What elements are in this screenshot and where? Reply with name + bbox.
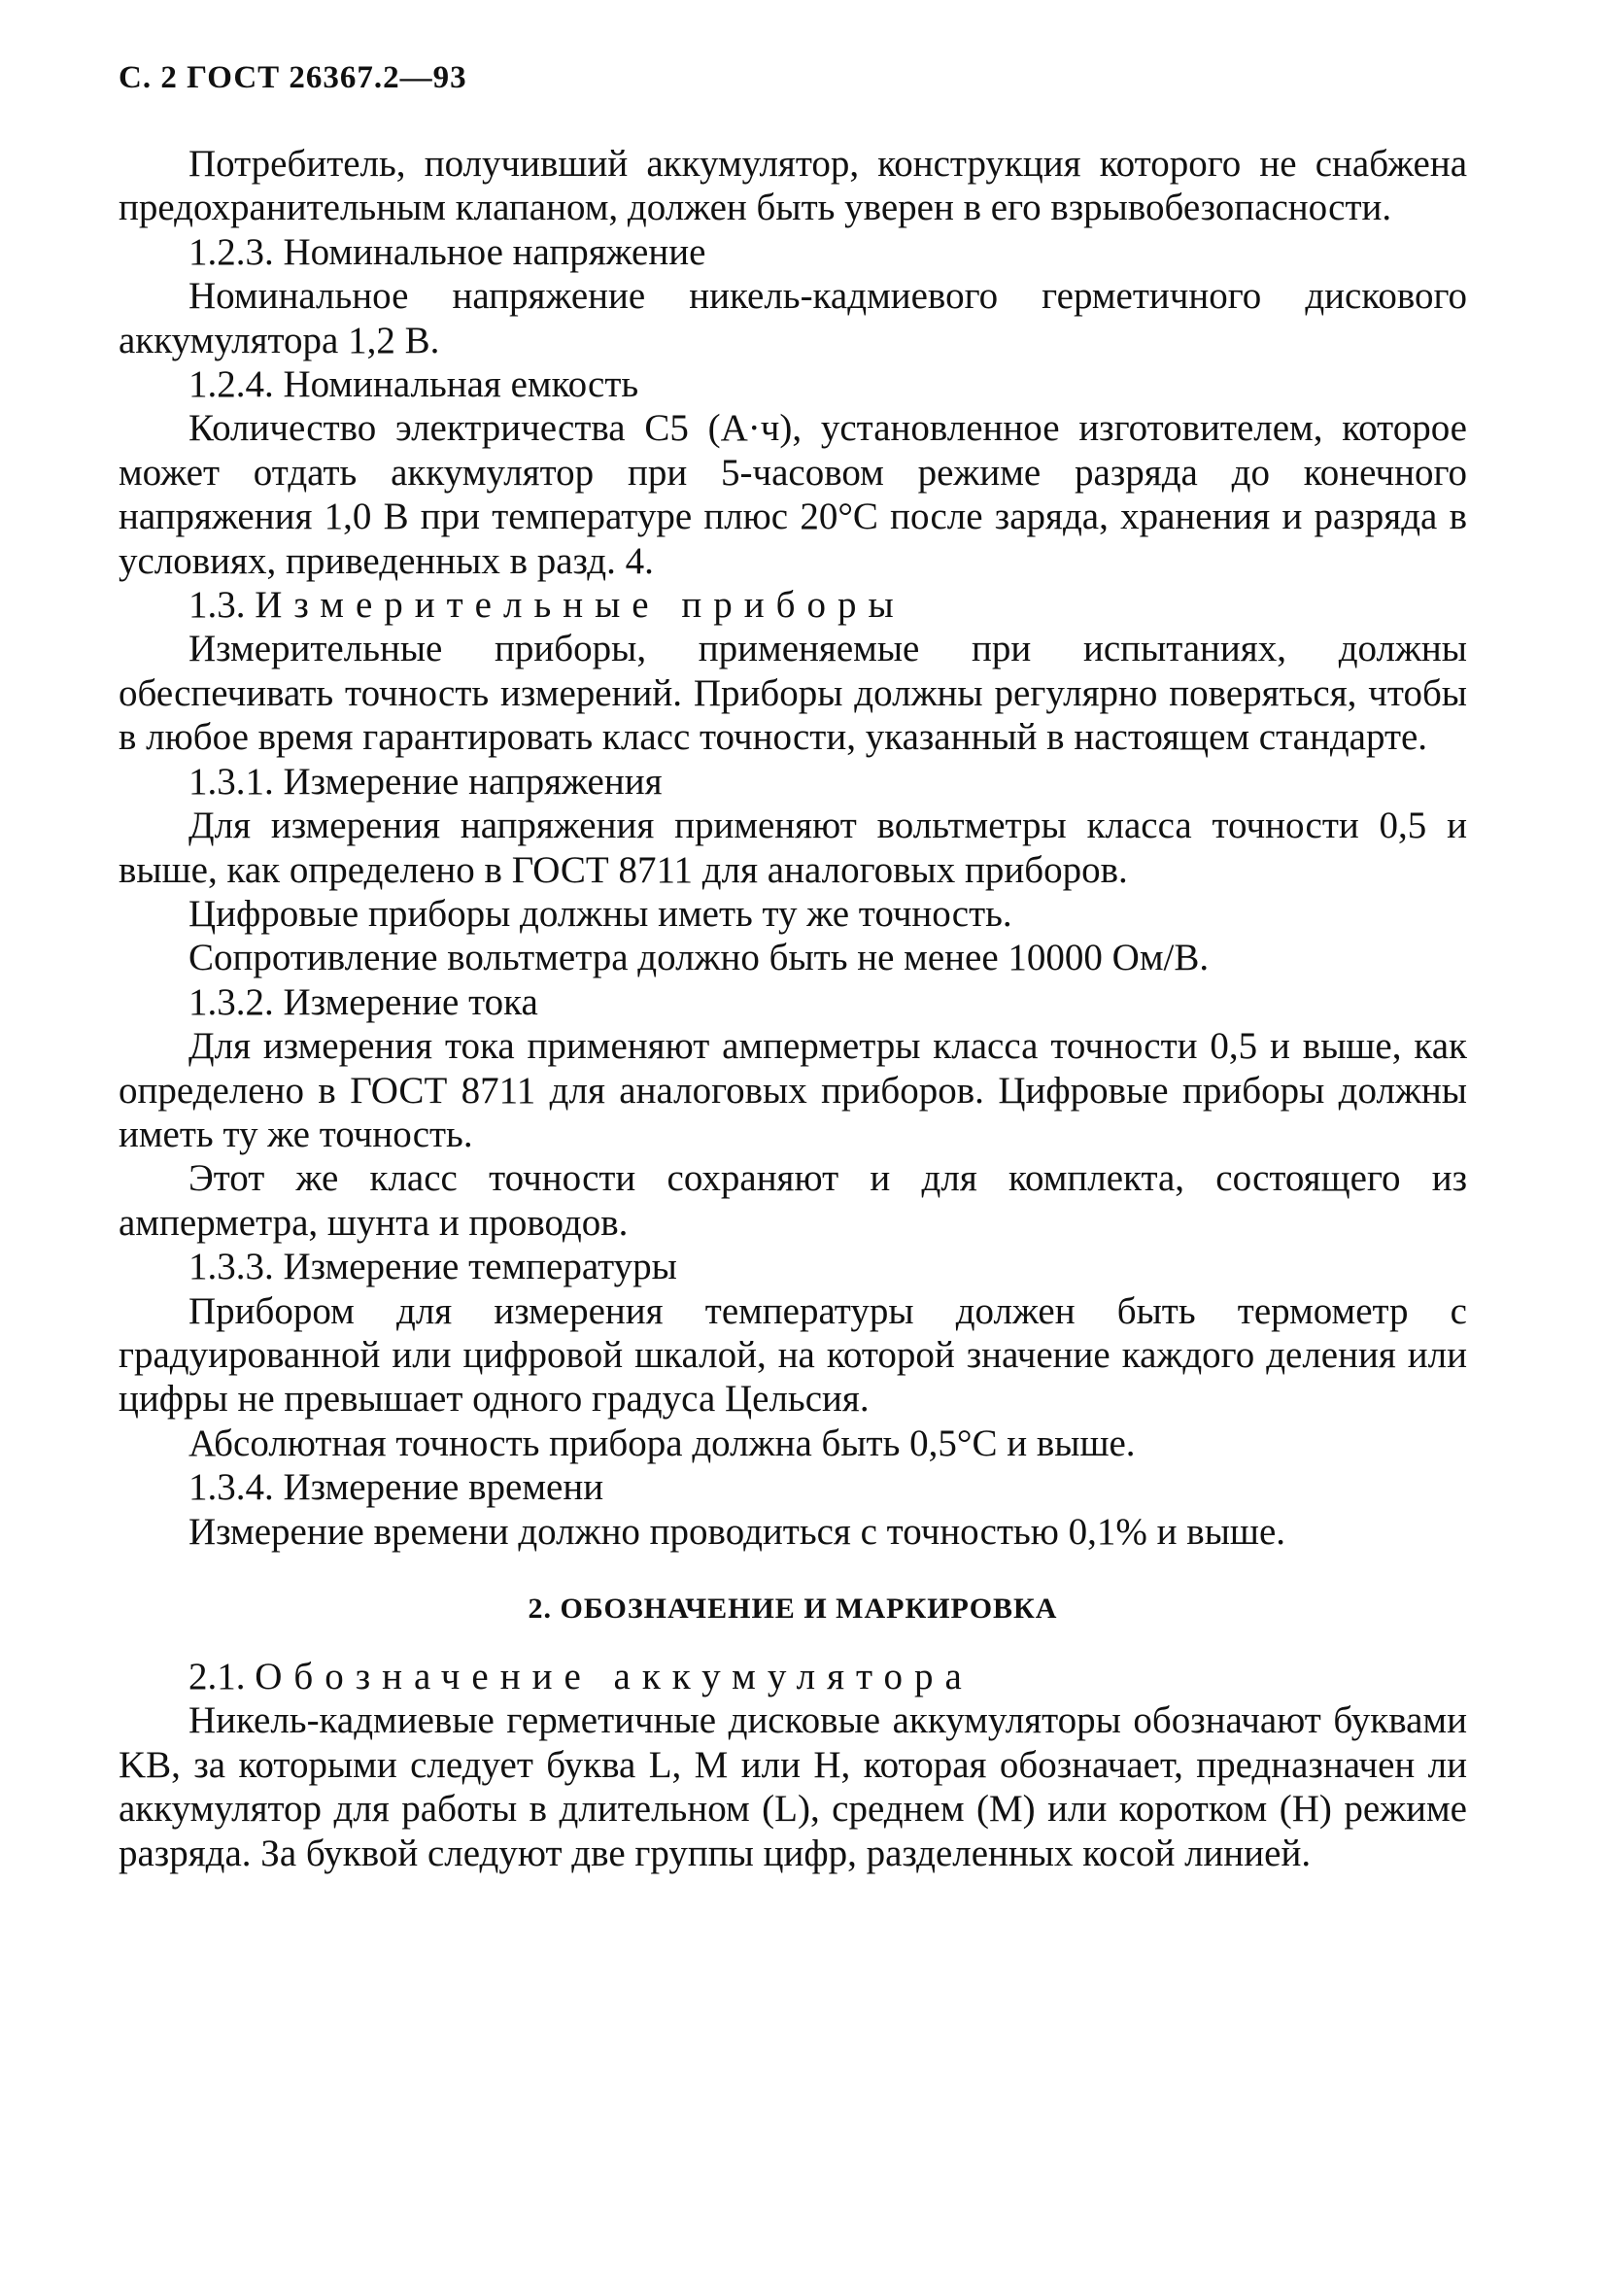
heading-1-3-3: 1.3.3. Измерение температуры <box>188 1246 677 1288</box>
paragraph-digital-instruments: Цифровые приборы должны иметь ту же точность. <box>188 892 1012 935</box>
heading-1-3-number: 1.3. <box>188 584 246 627</box>
paragraph-nominal-capacity: Количество электричества C5 (А·ч), установленное изготовителем, которое может отдать аккумулятор при 5-часовом режиме разряда до конечного напряжения 1,0 В при температуре плюс 20°С после заряда, хранения и разряда в условиях, приведенных в разд. 4. <box>119 407 1467 582</box>
paragraph-voltmeter-resistance: Сопротивление вольтметра должно быть не менее 10000 Ом/В. <box>188 937 1210 979</box>
paragraph-voltage-measurement: Для измерения напряжения применяют вольтметры класса точности 0,5 и выше, как определено в ГОСТ 8711 для аналоговых приборов. <box>119 805 1467 891</box>
paragraph-time-measurement: Измерение времени должно проводиться с точностью 0,1% и выше. <box>188 1510 1286 1553</box>
heading-1-3-1: 1.3.1. Измерение напряжения <box>188 760 663 803</box>
paragraph-consumer: Потребитель, получивший аккумулятор, конструкция которого не снабжена предохранительным клапаном, должен быть уверен в его взрывобезопасности. <box>119 143 1467 229</box>
heading-1-3-text: Измерительные приборы <box>255 584 906 627</box>
heading-1-3-4: 1.3.4. Измерение времени <box>188 1466 604 1509</box>
paragraph-instruments: Измерительные приборы, применяемые при испытаниях, должны обеспечивать точность измерений. Приборы должны регулярно поверяться, чтобы в любое время гарантировать класс точности, указанный в настоящем стандарте. <box>119 628 1467 759</box>
paragraph-absolute-accuracy: Абсолютная точность прибора должна быть 0,5°С и выше. <box>188 1422 1136 1464</box>
heading-2-1-number: 2.1. <box>188 1656 246 1697</box>
page-header: С. 2 ГОСТ 26367.2—93 <box>119 60 467 95</box>
section-title-2: 2. ОБОЗНАЧЕНИЕ И МАРКИРОВКА <box>528 1593 1058 1625</box>
heading-1-3 <box>119 583 1467 627</box>
heading-1-3-2: 1.3.2. Измерение тока <box>188 980 538 1023</box>
heading-2-1-text: Обозначение аккумулятора <box>255 1656 974 1697</box>
document-body <box>119 142 1467 1875</box>
paragraph-accuracy-set: Этот же класс точности сохраняют и для комплекта, состоящего из амперметра, шунта и проводов. <box>119 1157 1467 1244</box>
paragraph-nominal-voltage: Номинальное напряжение никель-кадмиевого герметичного дискового аккумулятора 1,2 В. <box>119 275 1467 361</box>
heading-1-2-3: 1.2.3. Номинальное напряжение <box>188 230 706 273</box>
heading-2-1 <box>119 1655 1467 1698</box>
paragraph-temperature-measurement: Прибором для измерения температуры должен быть термометр с градуированной или цифровой шкалой, на которой значение каждого деления или цифры не превышает одного градуса Цельсия. <box>119 1289 1467 1421</box>
heading-1-2-4: 1.2.4. Номинальная емкость <box>188 363 639 406</box>
paragraph-current-measurement: Для измерения тока применяют амперметры класса точности 0,5 и выше, как определено в ГОСТ 8711 для аналоговых приборов. Цифровые приборы должны иметь ту же точность. <box>119 1025 1467 1155</box>
paragraph-battery-designation: Никель-кадмиевые герметичные дисковые аккумуляторы обозначают буквами KB, за которыми следует буква L, М или Н, которая обозначает, предназначен ли аккумулятор для работы в длительном (L), среднем (М) или коротком (Н) режиме разряда. За буквой следуют две группы цифр, разделенных косой линией. <box>119 1699 1467 1874</box>
